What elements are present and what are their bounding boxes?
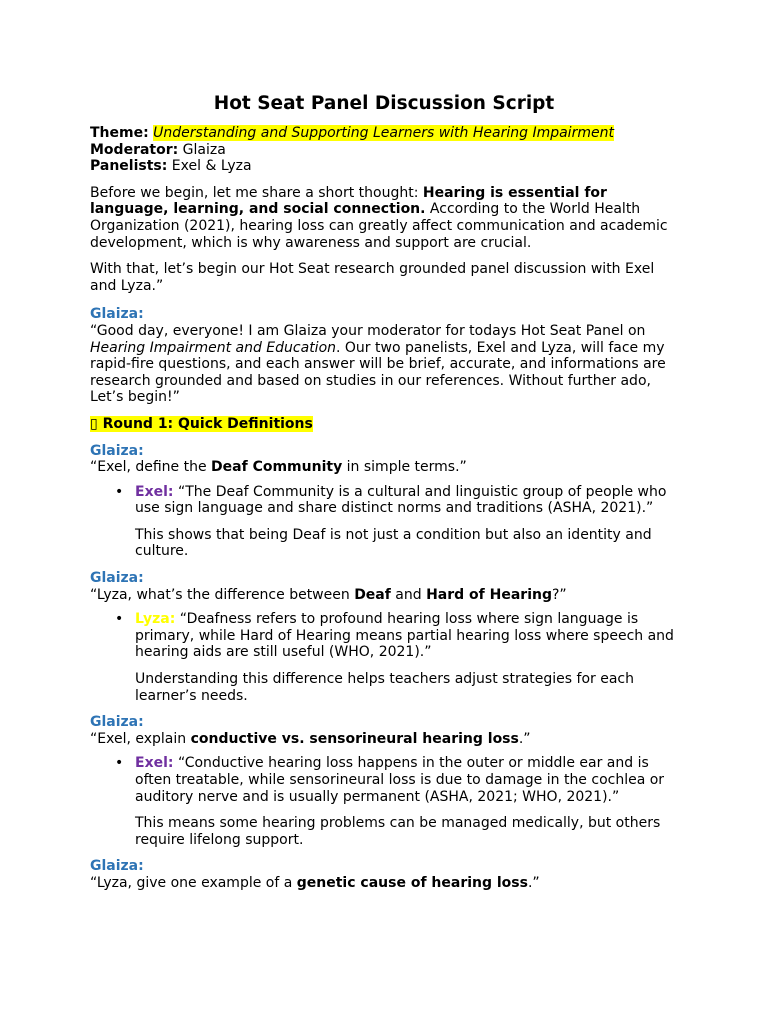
question-part: “Lyza, give one example of a	[90, 874, 297, 891]
intro-paragraph-2: With that, let’s begin our Hot Seat research grounded panel discussion with Exel and Lyza.”	[90, 261, 655, 294]
intro-text-a: Before we begin, let me share a short thought:	[90, 184, 423, 201]
answer-note: This shows that being Deaf is not just a condition but also an identity and culture.	[135, 526, 652, 560]
answer-text	[135, 755, 678, 805]
answerer-label: Exel:	[135, 483, 174, 500]
list-item	[115, 483, 678, 560]
answer-body: “The Deaf Community is a cultural and linguistic group of people who use sign language and share distinct norms and traditions (ASHA, 2021).”	[135, 483, 667, 517]
intro-paragraph	[90, 185, 678, 251]
question-part: “Exel, explain	[90, 730, 191, 747]
moderator-line	[90, 142, 678, 159]
answer-body: “Deafness refers to profound hearing loss where sign language is primary, while Hard of Hearing means partial hearing loss where speech and hearing aids are still useful (WHO, 2021).”	[135, 611, 674, 661]
document-title: Hot Seat Panel Discussion Script	[213, 93, 555, 114]
intro-emphasis: Hearing is essential for language, learning, and social connection.	[90, 184, 607, 218]
answer-list	[90, 611, 678, 704]
question-emphasis: Hard of Hearing	[426, 586, 552, 603]
theme-value: Understanding and Supporting Learners with Hearing Impairment	[153, 125, 614, 141]
opening-text-a: “Good day, everyone! I am Glaiza your moderator for todays Hot Seat Panel on	[90, 322, 646, 339]
question-emphasis: genetic cause of hearing loss	[296, 874, 528, 891]
theme-label: Theme:	[90, 125, 149, 141]
answer-text	[135, 484, 678, 517]
question-part: “Exel, define the	[90, 459, 212, 476]
answer-list	[90, 484, 678, 560]
answer-list	[90, 755, 678, 848]
question-part: .”	[527, 874, 540, 891]
answer-body: “Conductive hearing loss happens in the outer or middle ear and is often treatable, while sensorineural loss is due to damage in the cochlea or auditory nerve and is usually permanent (ASHA, 2021; WHO, 2021).”	[135, 755, 665, 805]
question-text	[90, 731, 678, 748]
moderator-label: Moderator:	[90, 141, 179, 158]
opening-text-c: . Our two panelists, Exel and Lyza, will face my rapid-fire questions, and each answer will be brief, accurate, and informations are research grounded and based on studies in our references. Without further ado, Let’s begin!”	[90, 339, 666, 406]
question-text	[90, 587, 678, 604]
question-text	[90, 459, 678, 476]
qa-block	[90, 858, 678, 891]
list-item	[115, 755, 678, 848]
speaker-label: Glaiza:	[90, 570, 144, 587]
answerer-label: Exel:	[135, 755, 174, 772]
opening-speech	[90, 323, 678, 406]
question-part: in simple terms.”	[342, 459, 467, 476]
moderator-value: Glaiza	[178, 141, 226, 158]
question-part: ?”	[552, 586, 567, 603]
question-emphasis: conductive vs. sensorineural hearing loss	[190, 730, 519, 747]
panelists-line	[90, 158, 678, 175]
speaker-label: Glaiza:	[90, 858, 144, 875]
question-part: and	[390, 586, 427, 603]
question-text	[90, 875, 678, 892]
intro-text-c: According to the World Health Organization (2021), hearing loss can greatly affect communication and academic development, which is why awareness and support are crucial.	[90, 201, 668, 251]
qa-block	[90, 714, 678, 848]
qa-block	[90, 570, 678, 704]
question-emphasis: Deaf	[354, 586, 391, 603]
question-part: “Lyza, what’s the difference between	[90, 586, 355, 603]
answer-text	[135, 611, 678, 661]
round-heading	[90, 416, 678, 433]
question-part: .”	[518, 730, 531, 747]
bullet-icon: •	[115, 483, 124, 500]
speaker-label: Glaiza:	[90, 714, 144, 731]
round-heading-label: Round 1: Quick Definitions	[97, 415, 313, 432]
bullet-icon: •	[115, 755, 124, 772]
speaker-label: Glaiza:	[90, 306, 144, 323]
panelists-value: Exel & Lyza	[167, 158, 252, 175]
opening-topic: Hearing Impairment and Education	[90, 339, 337, 356]
speaker-label: Glaiza:	[90, 442, 144, 459]
answerer-label: Lyza:	[135, 611, 176, 628]
theme-line	[90, 125, 678, 142]
bullet-icon: •	[115, 611, 124, 628]
list-item	[115, 611, 678, 704]
round-heading-highlight	[90, 416, 313, 432]
qa-block	[90, 443, 678, 561]
answer-note: This means some hearing problems can be managed medically, but others require lifelong support.	[135, 815, 661, 848]
panelists-label: Panelists:	[90, 158, 168, 175]
missing-glyph-icon: ▯	[90, 415, 98, 432]
question-emphasis: Deaf Community	[211, 459, 343, 476]
answer-note: Understanding this difference helps teachers adjust strategies for each learner’s needs.	[135, 671, 634, 704]
